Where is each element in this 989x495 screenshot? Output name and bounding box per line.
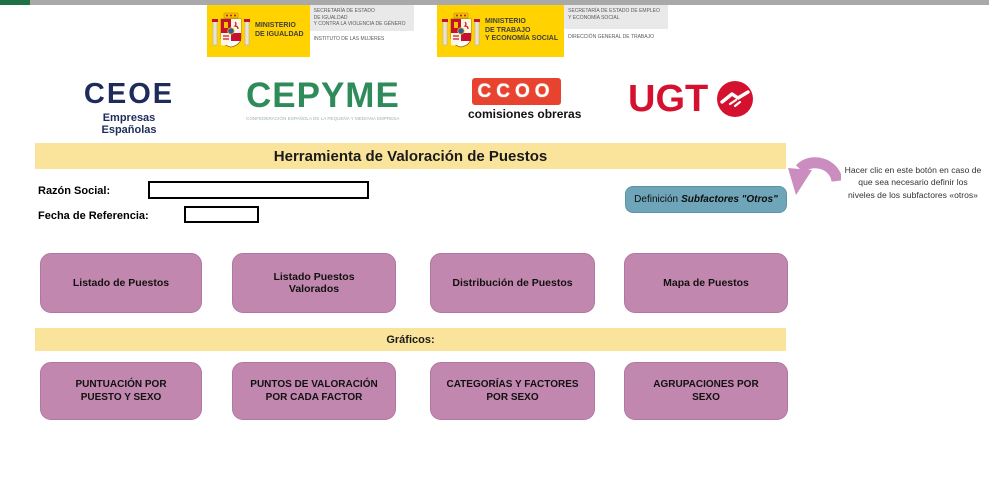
definicion-button-prefix: Definición [634, 194, 679, 205]
definicion-help-note: Hacer clic en este botón en caso de que sea necesario definir los niveles de los subfactores «otros» [844, 165, 982, 200]
window-top-strip-accent [0, 0, 30, 5]
ministerio-igualdad-institute: INSTITUTO DE LAS MUJERES [313, 35, 385, 42]
ministerio-igualdad-plate [207, 5, 310, 57]
logo-ceoe [74, 80, 184, 136]
ugt-wordmark: UGT [628, 78, 709, 120]
spain-coat-of-arms-icon [211, 9, 251, 53]
logo-ugt [628, 80, 754, 118]
categorias-factores-sexo-button[interactable]: CATEGORÍAS Y FACTORES POR SEXO [430, 362, 595, 420]
ccoo-badge [472, 78, 561, 105]
fecha-referencia-label: Fecha de Referencia: [38, 210, 149, 222]
cepyme-wordmark: CEPYME [246, 76, 400, 115]
ministerio-trabajo-units [564, 5, 668, 57]
agrupaciones-sexo-button[interactable]: AGRUPACIONES POR SEXO [624, 362, 788, 420]
logo-ministerio-igualdad [207, 5, 414, 57]
ccoo-wordmark: CCOO [477, 81, 555, 102]
definicion-subfactores-button[interactable] [625, 186, 787, 213]
puntuacion-puesto-sexo-button[interactable]: PUNTUACIÓN POR PUESTO Y SEXO [40, 362, 202, 420]
ministerio-igualdad-name: MINISTERIO DE IGUALDAD [255, 22, 304, 38]
ministerio-igualdad-secretariat: SECRETARÍA DE ESTADO DE IGUALDAD Y CONTRA LA VIOLENCIA DE GÉNERO [310, 5, 414, 31]
mapa-puestos-button[interactable]: Mapa de Puestos [624, 253, 788, 313]
listado-puestos-button[interactable]: Listado de Puestos [40, 253, 202, 313]
ministerio-trabajo-plate [437, 5, 564, 57]
ceoe-wordmark: CEOE [83, 78, 175, 110]
logo-ccoo [468, 78, 582, 121]
logo-ministerio-trabajo [437, 5, 668, 57]
ministerio-trabajo-name: MINISTERIO DE TRABAJO Y ECONOMÍA SOCIAL [485, 17, 559, 43]
ministerio-igualdad-units [310, 5, 414, 57]
razon-social-input[interactable] [148, 181, 369, 199]
listado-puestos-valorados-button[interactable]: Listado Puestos Valorados [232, 253, 396, 313]
ceoe-tagline: Empresas Españolas [101, 112, 157, 136]
graficos-section-header: Gráficos: [35, 328, 786, 351]
cepyme-tagline: CONFEDERACIÓN ESPAÑOLA DE LA PEQUEÑA Y MEDIANA EMPRESA [246, 116, 400, 121]
spain-coat-of-arms-icon [441, 9, 481, 53]
fecha-referencia-input[interactable] [184, 206, 259, 223]
ugt-handshake-icon [716, 80, 754, 118]
ministerio-trabajo-direccion: DIRECCIÓN GENERAL DE TRABAJO [568, 34, 654, 40]
curved-arrow-icon [787, 157, 841, 203]
page-title: Herramienta de Valoración de Puestos [35, 143, 786, 169]
puntos-valoracion-factor-button[interactable]: PUNTOS DE VALORACIÓN POR CADA FACTOR [232, 362, 396, 420]
distribucion-puestos-button[interactable]: Distribución de Puestos [430, 253, 595, 313]
ministerio-trabajo-secretariat: SECRETARÍA DE ESTADO DE EMPLEO Y ECONOMÍA SOCIAL [564, 5, 668, 29]
razon-social-label: Razón Social: [38, 185, 111, 197]
ccoo-tagline: comisiones obreras [468, 107, 582, 121]
definicion-button-emphasis: Subfactores "Otros" [681, 194, 778, 205]
logo-cepyme [246, 76, 400, 121]
